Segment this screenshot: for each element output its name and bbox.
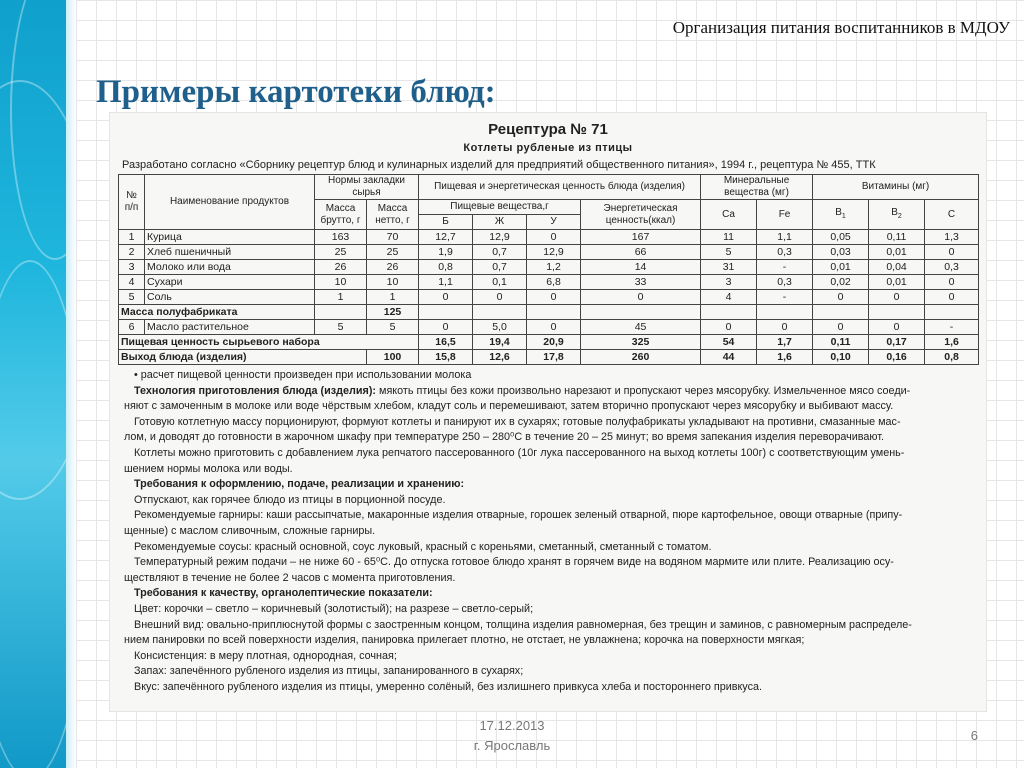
text-line: Цвет: корочки – светло – коричневый (золотистый); на разрезе – светло-серый; xyxy=(134,602,534,615)
page-number: 6 xyxy=(970,728,978,743)
footer-city: г. Ярославль xyxy=(473,738,551,753)
text-line: Консистенция: в меру плотная, однородная, сочная; xyxy=(134,649,397,662)
header-ca: Ca xyxy=(701,200,757,230)
footer xyxy=(0,716,1024,756)
text-line: лом, и доводят до готовности в жарочном шкафу при температуре 250 – 280⁰С в течение 20 – 25 минут; во время запекания изделия переворачивают. xyxy=(124,431,885,444)
recipe-title: Рецептура № 71 xyxy=(488,121,608,138)
table-row: 4 Сухари 10 10 1,1 0,1 6,8 33 3 0,3 0,02 0,01 0 xyxy=(119,275,979,290)
header-fe: Fe xyxy=(757,200,813,230)
yield-row: Выход блюда (изделия) 100 15,8 12,6 17,8 260 44 1,6 0,10 0,16 0,8 xyxy=(119,350,979,365)
panel-edge xyxy=(66,0,76,768)
header-protein: Б xyxy=(419,215,473,230)
text-line: Запах: запечённого рубленого изделия из птицы, запанированного в сухарях; xyxy=(134,665,524,678)
text-line: шением нормы молока или воды. xyxy=(124,462,293,475)
text-line: Отпускают, как горячее блюдо из птицы в порционной посуде. xyxy=(134,493,446,506)
table-row: 6 Масло растительное 5 5 0 5,0 0 45 0 0 0 0 - xyxy=(119,320,979,335)
serving-heading: Требования к оформлению, подаче, реализации и хранению: xyxy=(134,478,465,491)
text-line: щенные) с маслом сливочным, сложные гарниры. xyxy=(124,524,376,537)
recipe-text xyxy=(118,368,978,695)
text-line: Вкус: запечённого рубленого изделия из птицы, умеренно солёный, без излишнего привкуса хлеба и постороннего привкуса. xyxy=(134,680,762,693)
table-row: 5 Соль 1 1 0 0 0 0 4 - 0 0 0 xyxy=(119,290,979,305)
text-line: нием панировки по всей поверхности изделия, панировка прилегает плотно, не отстает, не увлажнена; корочка на поверхности мягкая; xyxy=(124,634,805,647)
text-line: Температурный режим подачи – не ниже 60 - 65⁰С. До отпуска готовое блюдо хранят в горячем виде на водяном мармите или плите. Реализацию осу- xyxy=(134,556,894,569)
header-b2: $B_2$ xyxy=(869,200,925,230)
text-line: Готовую котлетную массу порционируют, формуют котлеты и панируют их в сухарях; готовые полуфабрикаты укладывают на противни, смазанные мас- xyxy=(134,415,901,428)
header-vitamins: Витамины (мг) xyxy=(813,175,979,200)
nutrition-table xyxy=(118,174,979,365)
header-b1: $B_1$ xyxy=(813,200,869,230)
semi-product-row: Масса полуфабриката 125 xyxy=(119,305,979,320)
text-line: Внешний вид: овально-приплюснутой формы с заостренным концом, толщина изделия равномерная, без трещин и заминов, с равномерным распределе- xyxy=(134,618,912,631)
header-carbs: У xyxy=(527,215,581,230)
quality-heading: Требования к качеству, органолептические показатели: xyxy=(134,587,433,600)
slide-title: Примеры картотеки блюд: xyxy=(96,74,496,110)
header-nutrients: Пищевые вещества,г xyxy=(419,200,581,215)
header-c: C xyxy=(925,200,979,230)
header-energy: Энергетическая ценность(ккал) xyxy=(581,200,701,230)
header-norms: Нормы закладки сырья xyxy=(315,175,419,200)
header-fat: Ж xyxy=(473,215,527,230)
table-row: 2 Хлеб пшеничный 25 25 1,9 0,7 12,9 66 5 0,3 0,03 0,01 0 xyxy=(119,245,979,260)
header-netto: Масса нетто, г xyxy=(367,200,419,230)
header-num: № п/п xyxy=(119,175,145,230)
decorative-side-panel xyxy=(0,0,66,768)
text-line: няют с замоченным в молоке или воде чёрствым хлебом, кладут соль и перемешивают, затем вторично пропускают через мясорубку и выбивают массу. xyxy=(124,400,894,413)
text-line: ществляют в течение не более 2 часов с момента приготовления. xyxy=(124,571,456,584)
dish-name: Котлеты рубленые из птицы xyxy=(463,142,633,154)
technology-paragraph: Технология приготовления блюда (изделия): мякоть птицы без кожи произвольно нарезают и пропускают через мясорубку. Измельченное мясо соеди- xyxy=(134,384,911,397)
recipe-card-scan xyxy=(110,113,986,711)
table-row: 3 Молоко или вода 26 26 0,8 0,7 1,2 14 31 - 0,01 0,04 0,3 xyxy=(119,260,979,275)
header-minerals: Минеральные вещества (мг) xyxy=(701,175,813,200)
calc-note: • расчет пищевой ценности произведен при использовании молока xyxy=(134,369,472,381)
table-row: 1 Курица 163 70 12,7 12,9 0 167 11 1,1 0,05 0,11 1,3 xyxy=(119,230,979,245)
slide-subject: Организация питания воспитанников в МДОУ xyxy=(672,18,1010,37)
text-line: Рекомендуемые соусы: красный основной, соус луковый, красный с кореньями, сметанный, сметанный с томатом. xyxy=(134,540,712,553)
total-row: Пищевая ценность сырьевого набора 16,5 19,4 20,9 325 54 1,7 0,11 0,17 1,6 xyxy=(119,335,979,350)
text-line: Рекомендуемые гарниры: каши рассыпчатые, макаронные изделия отварные, горошек зеленый отварной, пюре картофельное, овощи отварные (припу- xyxy=(134,509,903,522)
footer-date: 17.12.2013 xyxy=(479,718,545,733)
recipe-source: Разработано согласно «Сборнику рецептур блюд и кулинарных изделий для предприятий общественного питания», 1994 г., рецептура № 455, ТТК xyxy=(122,159,876,171)
text-line: Котлеты можно приготовить с добавлением лука репчатого пассерованного (10г лука пассерованного на выход котлеты 100г) с соответствующим умень- xyxy=(134,446,905,459)
header-product-name: Наименование продуктов xyxy=(145,175,315,230)
header-brutto: Масса брутто, г xyxy=(315,200,367,230)
header-nutrition-value: Пищевая и энергетическая ценность блюда (изделия) xyxy=(419,175,701,200)
